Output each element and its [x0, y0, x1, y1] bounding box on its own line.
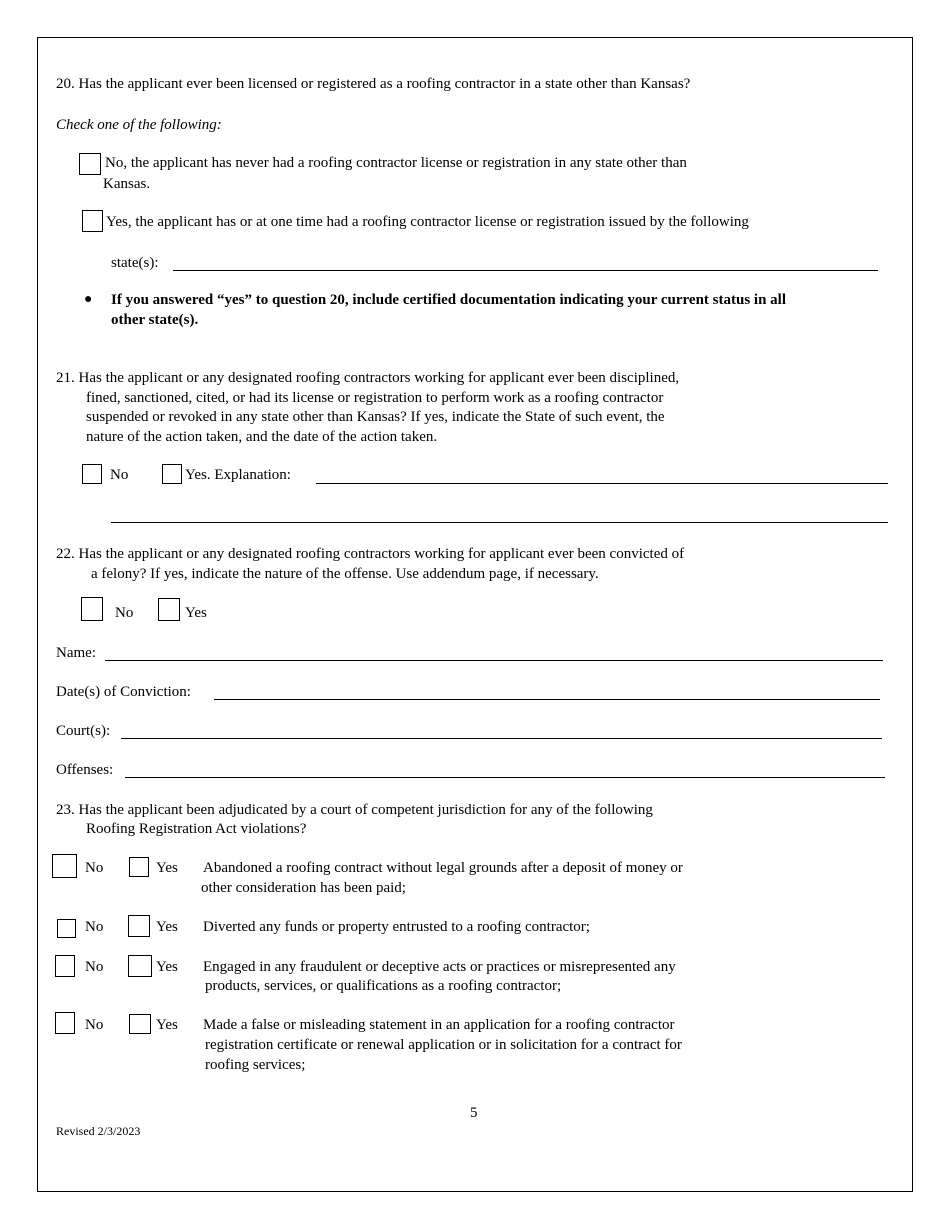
q23-line2: Roofing Registration Act violations?	[86, 821, 307, 837]
q23-item3-yes-checkbox[interactable]	[128, 955, 152, 977]
q22-name-input[interactable]	[105, 660, 883, 661]
q20-no-label-line1: No, the applicant has never had a roofing contractor license or registration in any state other than	[105, 155, 687, 171]
q23-item4-text-line2: registration certificate or renewal application or in solicitation for a contract for	[205, 1037, 682, 1053]
q23-item4-yes-checkbox[interactable]	[129, 1014, 151, 1034]
q23-item3-no-label: No	[85, 959, 104, 975]
q23-line1: 23. Has the applicant been adjudicated by a court of competent jurisdiction for any of the following	[56, 802, 653, 818]
q20-no-label-line2: Kansas.	[103, 176, 151, 192]
q20-no-checkbox[interactable]	[79, 153, 101, 175]
q23-item4-no-label: No	[85, 1017, 104, 1033]
revised-date: Revised 2/3/2023	[56, 1124, 141, 1138]
q23-item4-no-checkbox[interactable]	[55, 1012, 75, 1034]
q21-line4: nature of the action taken, and the date of the action taken.	[86, 429, 438, 445]
q23-item2-no-label: No	[85, 919, 104, 935]
q22-line1: 22. Has the applicant or any designated roofing contractors working for applicant ever been convicted of	[56, 546, 685, 562]
q20-note-line2: other state(s).	[111, 312, 199, 328]
q23-item2-text-line1: Diverted any funds or property entrusted to a roofing contractor;	[203, 919, 590, 935]
q20-question: 20. Has the applicant ever been licensed or registered as a roofing contractor in a state other than Kansas?	[56, 76, 691, 92]
q23-item4-yes-label: Yes	[156, 1017, 178, 1033]
q23-item4-text-line1: Made a false or misleading statement in an application for a roofing contractor	[203, 1017, 675, 1033]
q22-no-label: No	[115, 605, 134, 621]
q21-yes-label: Yes. Explanation:	[185, 467, 291, 483]
q23-item1-no-label: No	[85, 860, 104, 876]
q20-yes-label: Yes, the applicant has or at one time had a roofing contractor license or registration issued by the following	[106, 214, 749, 230]
q22-offenses-label: Offenses:	[56, 762, 114, 778]
q22-line2: a felony? If yes, indicate the nature of the offense. Use addendum page, if necessary.	[91, 566, 599, 582]
q22-court-input[interactable]	[121, 738, 882, 739]
q20-instruction: Check one of the following:	[56, 117, 222, 133]
q21-line2: fined, sanctioned, cited, or had its license or registration to perform work as a roofing contractor	[86, 390, 664, 406]
q21-yes-checkbox[interactable]	[162, 464, 182, 484]
q20-note-line1: If you answered “yes” to question 20, include certified documentation indicating your current status in all	[111, 292, 787, 308]
q23-item1-yes-label: Yes	[156, 860, 178, 876]
q20-states-label: state(s):	[111, 255, 159, 271]
q21-line1: 21. Has the applicant or any designated roofing contractors working for applicant ever been disciplined,	[56, 370, 680, 386]
q22-court-label: Court(s):	[56, 723, 111, 739]
q23-item1-no-checkbox[interactable]	[52, 854, 77, 878]
q23-item2-yes-label: Yes	[156, 919, 178, 935]
q23-item2-no-checkbox[interactable]	[57, 919, 76, 938]
q21-explanation-input-line2[interactable]	[111, 522, 888, 523]
q22-yes-checkbox[interactable]	[158, 598, 180, 621]
q22-yes-label: Yes	[185, 605, 207, 621]
q21-line3: suspended or revoked in any state other than Kansas? If yes, indicate the State of such event, the	[86, 409, 665, 425]
q22-date-input[interactable]	[214, 699, 880, 700]
q21-no-checkbox[interactable]	[82, 464, 102, 484]
q23-item1-yes-checkbox[interactable]	[129, 857, 149, 877]
q23-item3-no-checkbox[interactable]	[55, 955, 75, 977]
q20-yes-checkbox[interactable]	[82, 210, 103, 232]
q22-date-label: Date(s) of Conviction:	[56, 684, 191, 700]
q23-item2-yes-checkbox[interactable]	[128, 915, 150, 937]
bullet-icon: ●	[84, 292, 93, 307]
q23-item3-text-line1: Engaged in any fraudulent or deceptive acts or practices or misrepresented any	[203, 959, 676, 975]
q20-states-input[interactable]	[173, 270, 878, 271]
q21-explanation-input[interactable]	[316, 483, 888, 484]
q23-item4-text-line3: roofing services;	[205, 1057, 306, 1073]
q23-item1-text-line1: Abandoned a roofing contract without legal grounds after a deposit of money or	[203, 860, 683, 876]
page-number: 5	[470, 1105, 478, 1121]
q22-offenses-input[interactable]	[125, 777, 885, 778]
q23-item3-text-line2: products, services, or qualifications as a roofing contractor;	[205, 978, 562, 994]
q23-item1-text-line2: other consideration has been paid;	[201, 880, 406, 896]
q22-no-checkbox[interactable]	[81, 597, 103, 621]
q21-no-label: No	[110, 467, 129, 483]
q22-name-label: Name:	[56, 645, 96, 661]
q23-item3-yes-label: Yes	[156, 959, 178, 975]
